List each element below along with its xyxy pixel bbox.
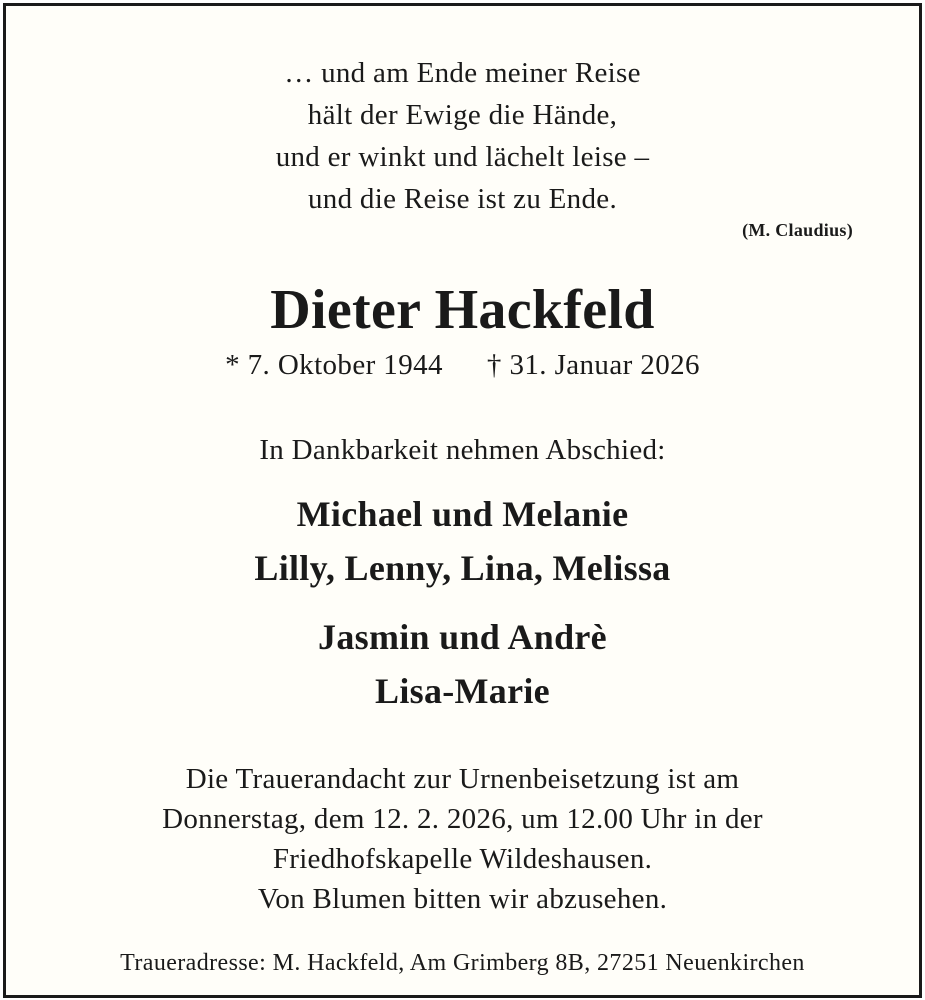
mourner-line: Michael und Melanie	[296, 494, 629, 534]
notice-line: Von Blumen bitten wir abzusehen.	[257, 883, 668, 915]
birth-date: * 7. Oktober 1944	[225, 349, 443, 381]
death-date: † 31. Januar 2026	[486, 349, 700, 381]
mourner-line: Jasmin und Andrè	[318, 617, 607, 657]
deceased-name: Dieter Hackfeld	[270, 279, 655, 341]
poem-line: und er winkt und lächelt leise –	[275, 141, 650, 173]
service-notice	[6, 759, 919, 919]
notice-line: Die Trauerandacht zur Urnenbeisetzung ist am	[185, 763, 740, 795]
notice-line: Friedhofskapelle Wildeshausen.	[272, 843, 653, 875]
poem-line: … und am Ende meiner Reise	[284, 57, 641, 89]
poem-line: und die Reise ist zu Ende.	[307, 183, 617, 215]
mourning-address: Traueradresse: M. Hackfeld, Am Grimberg 8B, 27251 Neuenkirchen	[120, 950, 805, 976]
notice-line: Donnerstag, dem 12. 2. 2026, um 12.00 Uhr in der	[162, 803, 763, 835]
poem-source: (M. Claudius)	[742, 220, 853, 240]
poem-line: hält der Ewige die Hände,	[307, 99, 618, 131]
mourners-group-1	[6, 487, 919, 595]
thanks-heading: In Dankbarkeit nehmen Abschied:	[259, 434, 666, 466]
mourners-group-2	[6, 610, 919, 718]
obituary-frame	[3, 3, 922, 998]
mourner-line: Lilly, Lenny, Lina, Melissa	[254, 548, 671, 588]
life-dates	[6, 349, 919, 382]
poem	[6, 52, 919, 220]
mourner-line: Lisa-Marie	[375, 671, 550, 711]
